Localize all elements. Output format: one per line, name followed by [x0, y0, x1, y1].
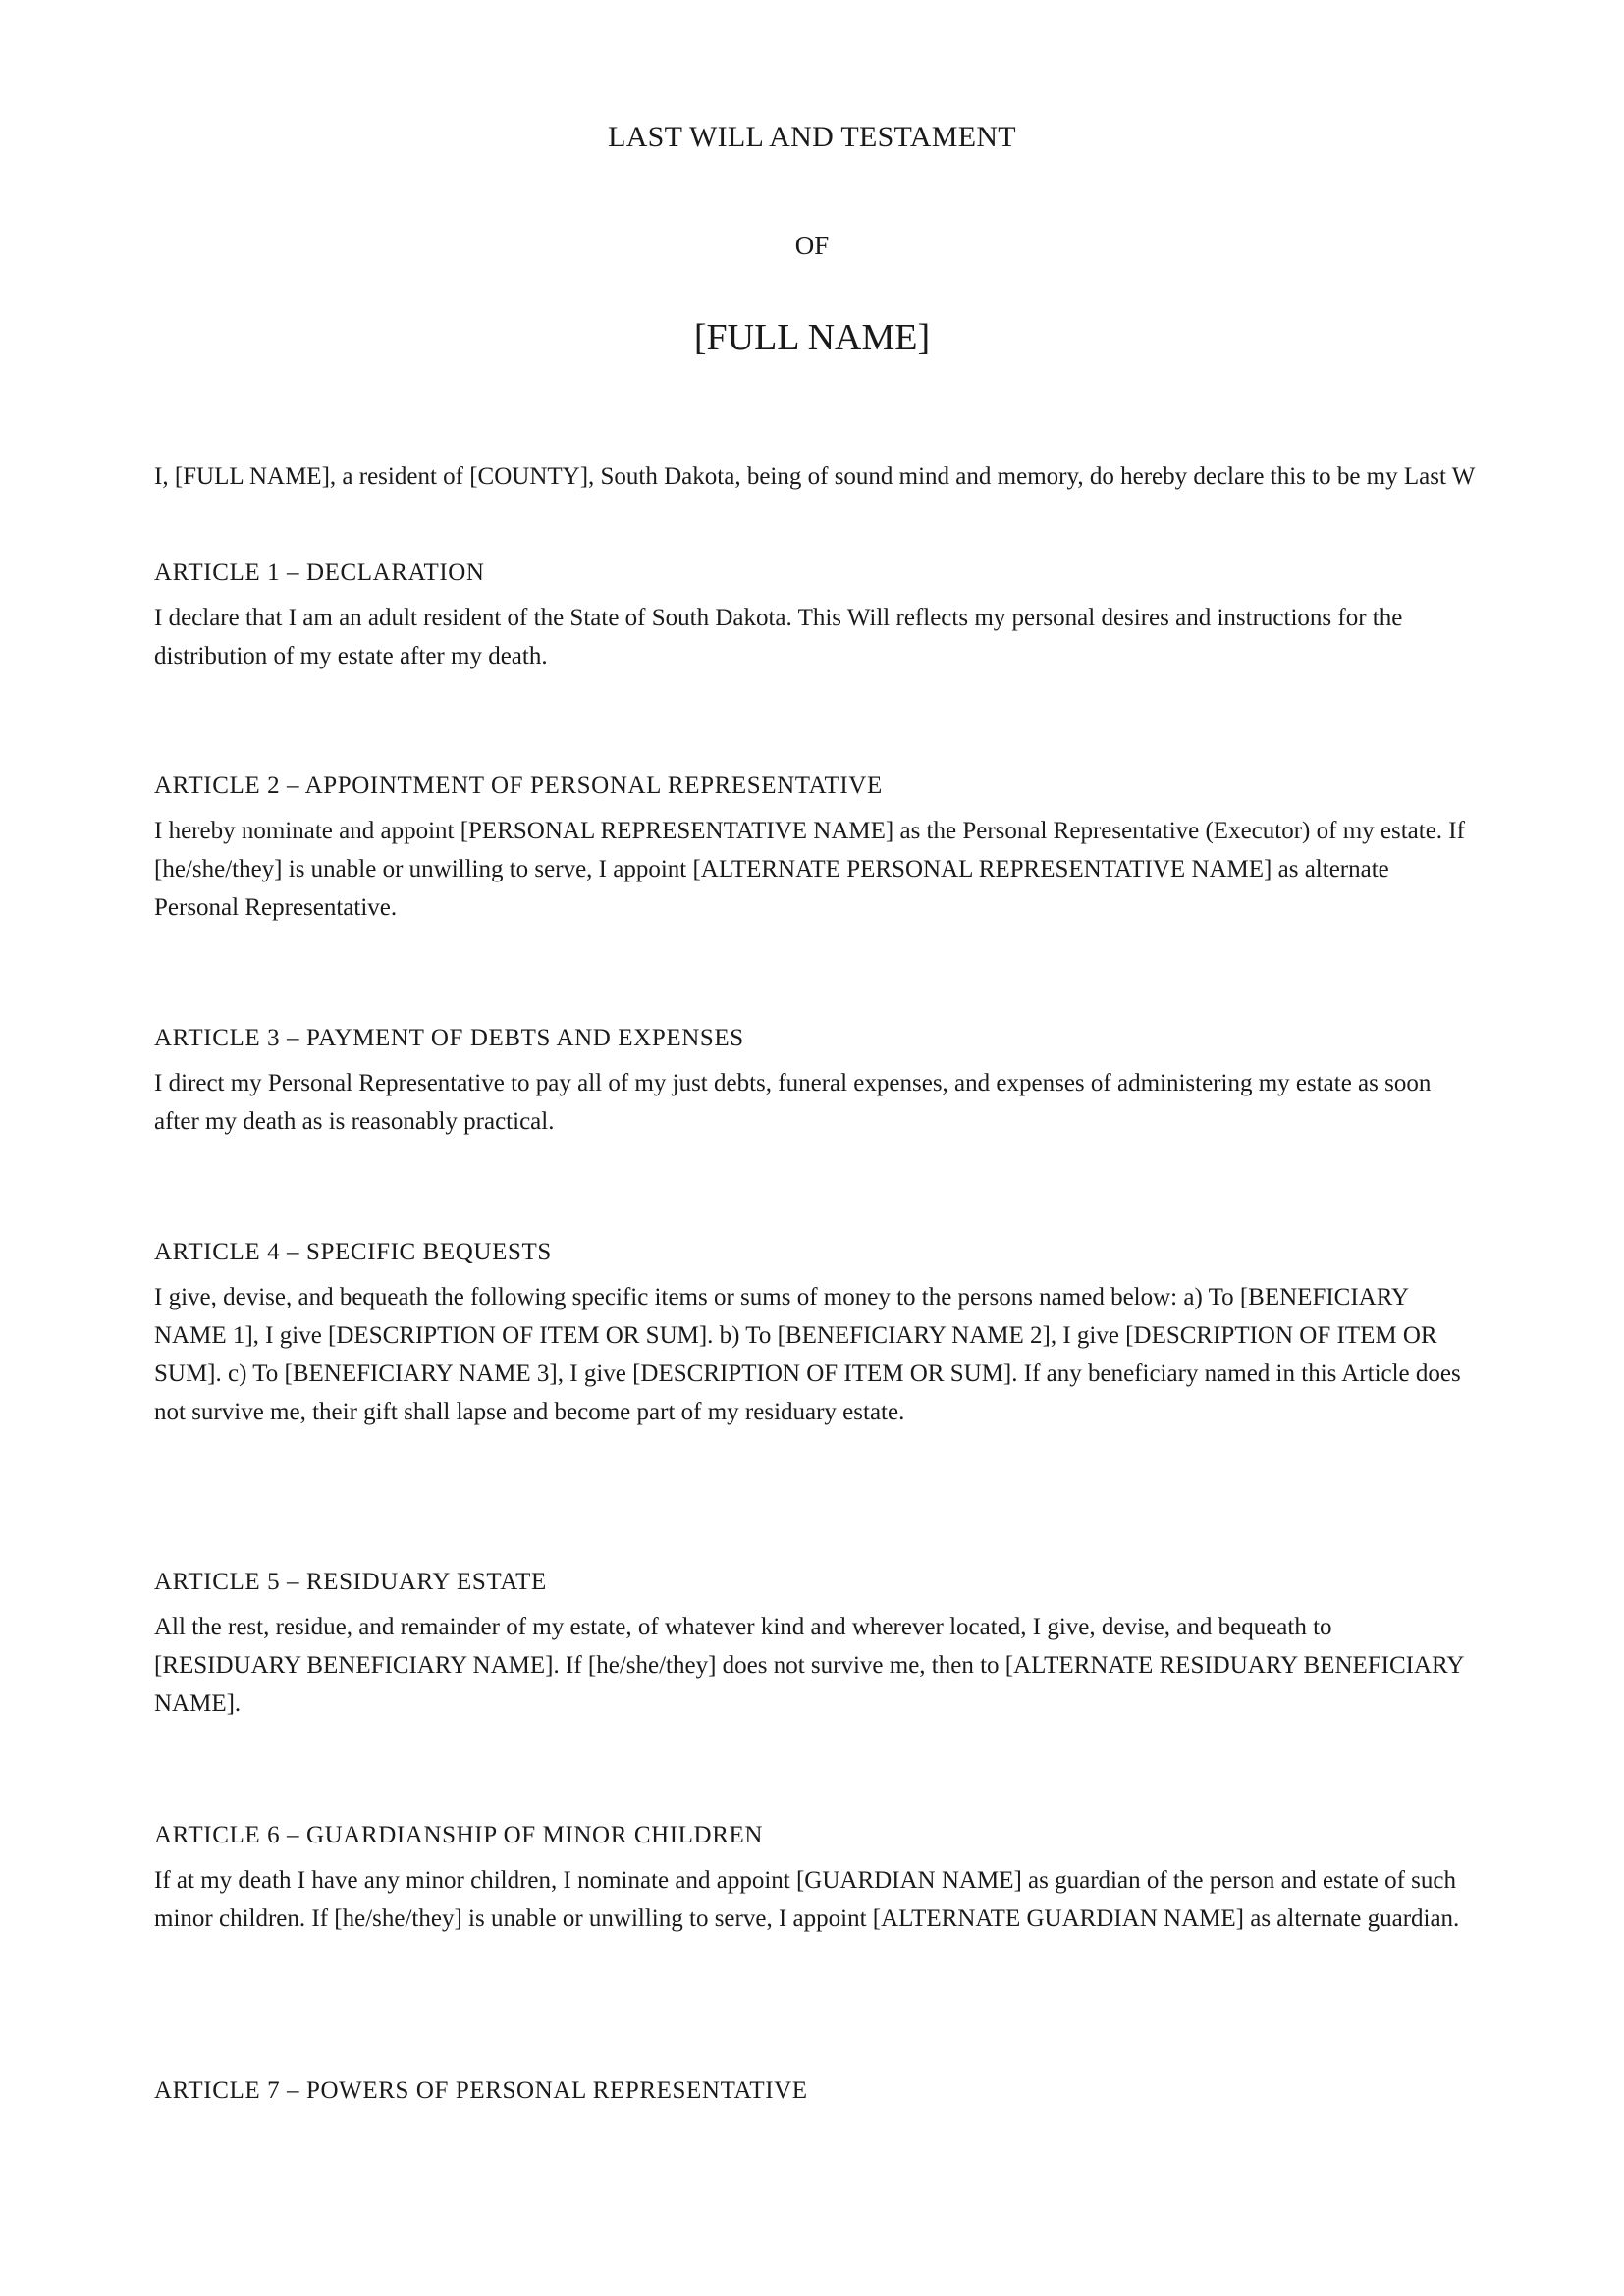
- article-body: I declare that I am an adult resident of the State of South Dakota. This Will reflects my personal desires and instructions for the distribution of my estate after my death.: [154, 605, 1403, 669]
- article-body: If at my death I have any minor children, I nominate and appoint [GUARDIAN NAME] as guardian of the person and estate of such minor children. If [he/she/they] is unable or unwilling to serve, I appoint [ALTERNATE GUARDIAN NAME] as alternate guardian.: [154, 1867, 1460, 1932]
- article-body: All the rest, residue, and remainder of my estate, of whatever kind and wherever located, I give, devise, and bequeath to [RESIDUARY BENEFICIARY NAME]. If [he/she/they] does not survive me, then to [ALTERNATE RESIDUARY BENEFICIARY NAME].: [154, 1614, 1464, 1717]
- article-heading: ARTICLE 1 – DECLARATION: [154, 560, 485, 586]
- document-title: LAST WILL AND TESTAMENT: [608, 121, 1016, 153]
- article-6: [154, 1821, 1470, 1938]
- article-heading: ARTICLE 2 – APPOINTMENT OF PERSONAL REPRESENTATIVE: [154, 773, 883, 799]
- article-heading: ARTICLE 6 – GUARDIANSHIP OF MINOR CHILDREN: [154, 1822, 763, 1848]
- article-7: [154, 2076, 1470, 2106]
- article-body: I hereby nominate and appoint [PERSONAL REPRESENTATIVE NAME] as the Personal Representative (Executor) of my estate. If [he/she/they] is unable or unwilling to serve, I appoint [ALTERNATE PERSONAL REPRESENTATIVE NAME] as alternate Personal Representative.: [154, 818, 1465, 921]
- article-4: [154, 1238, 1470, 1431]
- title-of-label: OF: [794, 231, 830, 260]
- article-3: [154, 1024, 1470, 1141]
- article-5: [154, 1568, 1470, 1723]
- article-heading: ARTICLE 5 – RESIDUARY ESTATE: [154, 1569, 547, 1595]
- intro-paragraph: I, [FULL NAME], a resident of [COUNTY], South Dakota, being of sound mind and memory, do hereby declare this to be my Last W: [154, 463, 1476, 490]
- article-body: I give, devise, and bequeath the following specific items or sums of money to the persons named below: a) To [BENEFICIARY NAME 1], I give [DESCRIPTION OF ITEM OR SUM]. b) To [BENEFICIARY NAME 2], I give [DESCRIPTION OF ITEM OR SUM]. c) To [BENEFICIARY NAME 3], I give [DESCRIPTION OF ITEM OR SUM]. If any beneficiary named in this Article does not survive me, their gift shall lapse and become part of my residuary estate.: [154, 1284, 1461, 1425]
- article-heading: ARTICLE 7 – POWERS OF PERSONAL REPRESENTATIVE: [154, 2077, 808, 2104]
- article-heading: ARTICLE 3 – PAYMENT OF DEBTS AND EXPENSES: [154, 1025, 744, 1051]
- article-2: [154, 772, 1470, 927]
- article-heading: ARTICLE 4 – SPECIFIC BEQUESTS: [154, 1239, 552, 1265]
- testator-name-placeholder: [FULL NAME]: [693, 317, 931, 358]
- article-body: I direct my Personal Representative to pay all of my just debts, funeral expenses, and expenses of administering my estate as soon after my death as is reasonably practical.: [154, 1070, 1432, 1135]
- article-1: [154, 559, 1470, 675]
